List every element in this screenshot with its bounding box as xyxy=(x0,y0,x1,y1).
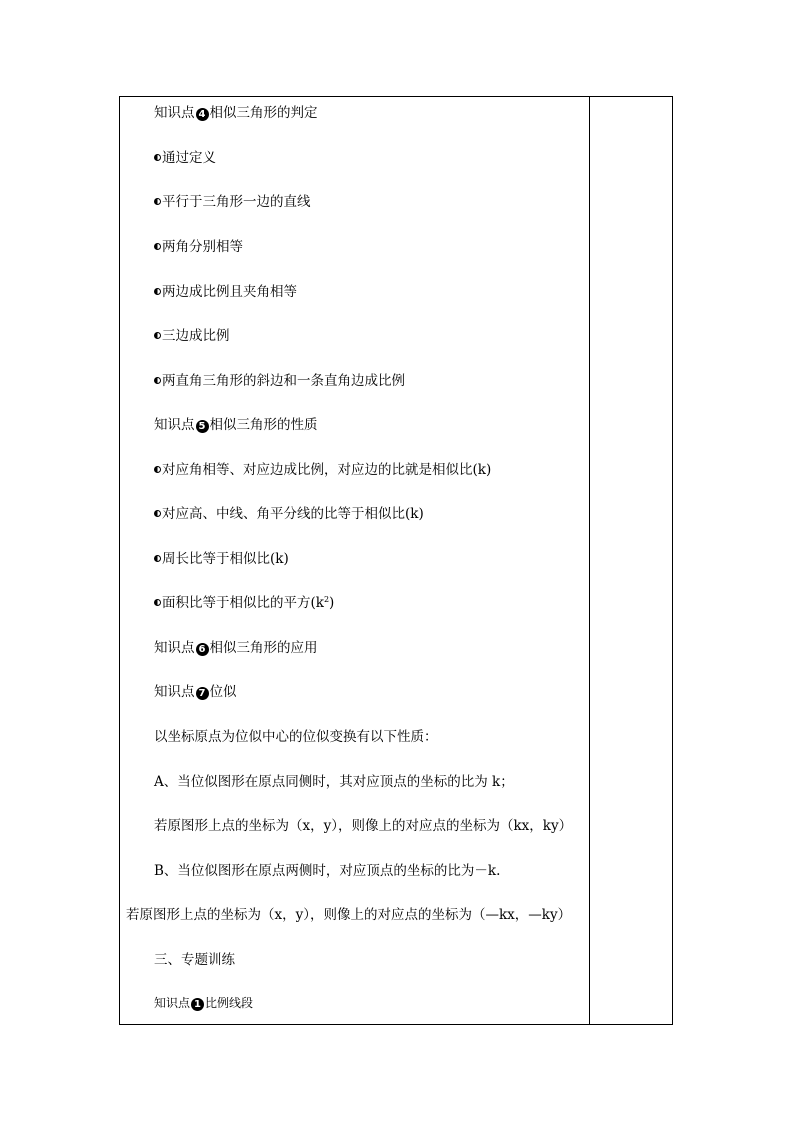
bullet-item: 对应高、中线、角平分线的比等于相似比(k) xyxy=(154,505,424,523)
content-table xyxy=(119,96,673,1025)
column-divider xyxy=(589,97,590,1024)
bullet-item: 周长比等于相似比(k) xyxy=(154,550,289,568)
paragraph: 若原图形上点的坐标为（x，y），则像上的对应点的坐标为（—kx，—ky） xyxy=(126,907,572,923)
bullet-item: 两边成比例且夹角相等 xyxy=(154,283,297,301)
half-circle-bullet-icon xyxy=(154,243,161,250)
half-circle-bullet-icon xyxy=(154,288,161,295)
bullet-item: 两直角三角形的斜边和一条直角边成比例 xyxy=(154,372,405,390)
half-circle-bullet-icon xyxy=(154,555,161,562)
heading-knowledge-7: 知识点 7 位似 xyxy=(154,684,237,700)
number-1-icon: 1 xyxy=(191,998,204,1011)
bullet-item: 对应角相等、对应边成比例，对应边的比就是相似比(k) xyxy=(154,461,491,479)
bullet-item: 三边成比例 xyxy=(154,327,230,345)
half-circle-bullet-icon xyxy=(154,332,161,339)
heading-knowledge-5: 知识点 5 相似三角形的性质 xyxy=(154,417,318,433)
paragraph: 若原图形上点的坐标为（x，y），则像上的对应点的坐标为（kx，ky） xyxy=(154,818,573,834)
bullet-item: 平行于三角形一边的直线 xyxy=(154,193,311,211)
paragraph: B、当位似图形在原点两侧时，对应顶点的坐标的比为－k. xyxy=(154,863,501,879)
half-circle-bullet-icon xyxy=(154,466,161,473)
heading-knowledge-6: 知识点 6 相似三角形的应用 xyxy=(154,640,318,656)
heading-knowledge-1: 知识点 1 比例线段 xyxy=(154,996,254,1010)
section-title: 三、专题训练 xyxy=(154,952,235,968)
number-7-icon: 7 xyxy=(196,687,209,700)
half-circle-bullet-icon xyxy=(154,599,161,606)
bullet-item: 通过定义 xyxy=(154,149,216,167)
number-5-icon: 5 xyxy=(196,420,209,433)
paragraph: 以坐标原点为位似中心的位似变换有以下性质： xyxy=(154,729,438,745)
bullet-item: 面积比等于相似比的平方$(k^2)$ xyxy=(154,594,334,612)
heading-knowledge-4: 知识点 4 相似三角形的判定 xyxy=(154,105,318,121)
paragraph: A、当位似图形在原点同侧时，其对应顶点的坐标的比为 k； xyxy=(154,774,514,790)
half-circle-bullet-icon xyxy=(154,154,161,161)
half-circle-bullet-icon xyxy=(154,510,161,517)
half-circle-bullet-icon xyxy=(154,377,161,384)
half-circle-bullet-icon xyxy=(154,198,161,205)
number-4-icon: 4 xyxy=(196,108,209,121)
number-6-icon: 6 xyxy=(196,643,209,656)
bullet-item: 两角分别相等 xyxy=(154,238,243,256)
